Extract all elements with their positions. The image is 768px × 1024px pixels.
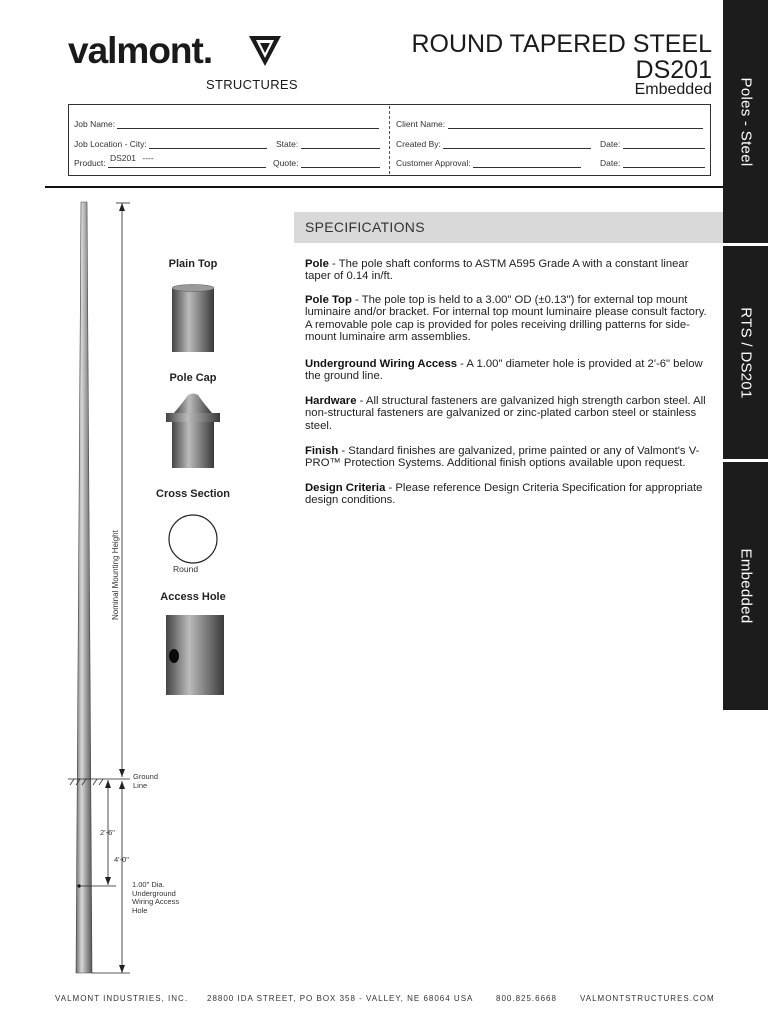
tab-label: Poles - Steel (737, 77, 754, 166)
client-name-row[interactable] (396, 119, 703, 129)
pole-cap-title: Pole Cap (169, 372, 217, 384)
job-name-field[interactable] (117, 119, 379, 129)
spec-text: - All structural fasteners are galvanized high strength carbon steel. All non-structural fasteners are galvanized or zinc-plated carbon steel or stainless steel. (305, 395, 706, 432)
spec-text: - A 1.00" diameter hole is provided at 2'-6" below the ground line. (305, 358, 703, 383)
tab-label: Embedded (737, 548, 754, 624)
spec-label: Hardware (305, 395, 357, 407)
plain-top-title: Plain Top (168, 258, 218, 270)
footer-address: 28800 IDA STREET, PO BOX 358 - VALLEY, NE 68064 USA (207, 994, 474, 1003)
access-hole-title: Access Hole (160, 591, 226, 603)
state-row[interactable] (276, 139, 380, 149)
valmont-logo: valmont. (68, 30, 213, 71)
access-hole-note (132, 881, 179, 915)
state-label: State: (276, 139, 299, 149)
spec-text: - Please reference Design Criteria Specification for appropriate design conditions. (305, 482, 703, 507)
round-cross-section-icon (166, 513, 220, 567)
spec-label: Pole (305, 258, 329, 270)
spec-hardware (305, 395, 713, 432)
job-name-label: Job Name: (74, 119, 116, 129)
job-location-field[interactable] (149, 139, 267, 149)
cross-section-title: Cross Section (156, 488, 230, 500)
spec-design-criteria (305, 482, 713, 507)
date1-label: Date: (600, 139, 621, 149)
spec-label: Design Criteria (305, 482, 386, 494)
client-name-field[interactable] (448, 119, 703, 129)
spec-label: Finish (305, 445, 339, 457)
created-by-label: Created By: (396, 139, 441, 149)
tab-embedded[interactable] (723, 462, 768, 710)
approval-row[interactable] (396, 158, 581, 168)
tab-label: RTS / DS201 (737, 306, 754, 399)
date2-row[interactable] (600, 158, 705, 168)
form-divider (389, 106, 390, 174)
date2-field[interactable] (623, 158, 705, 168)
nominal-height-label: Nominal Mounting Height (111, 530, 120, 620)
quote-label: Quote: (273, 158, 299, 168)
approval-field[interactable] (473, 158, 581, 168)
spec-underground-wiring (305, 358, 713, 383)
job-name-row[interactable] (74, 119, 379, 129)
job-location-row[interactable] (74, 139, 267, 149)
product-type: Embedded (634, 81, 712, 98)
ground-line-text: Line (133, 780, 148, 790)
header-rule (45, 186, 723, 188)
ground-line-text: Ground (133, 772, 159, 781)
product-value (110, 153, 154, 163)
product-dash: ---- (142, 153, 154, 163)
logo-subtitle: STRUCTURES (206, 77, 298, 92)
product-code: DS201 (635, 56, 712, 84)
product-title: ROUND TAPERED STEEL (411, 30, 712, 58)
quote-row[interactable] (273, 158, 380, 168)
spec-pole (305, 258, 713, 283)
spec-text: - The pole shaft conforms to ASTM A595 Grade A with a constant linear taper of 0.14 in/ft. (305, 258, 689, 283)
created-by-field[interactable] (443, 139, 591, 149)
approval-label: Customer Approval: (396, 158, 471, 168)
created-by-row[interactable] (396, 139, 591, 149)
product-label: Product: (74, 158, 106, 168)
date1-row[interactable] (600, 139, 705, 149)
job-location-label: Job Location - City: (74, 139, 147, 149)
tab-poles-steel[interactable] (723, 0, 768, 243)
state-field[interactable] (301, 139, 380, 149)
round-label: Round (173, 564, 199, 574)
access-hole-note-line: Wiring Access (132, 897, 180, 906)
quote-field[interactable] (301, 158, 380, 168)
spec-finish (305, 445, 713, 470)
spec-label: Pole Top (305, 294, 352, 306)
access-hole-note-line: Hole (132, 905, 148, 915)
date2-label: Date: (600, 158, 621, 168)
plain-top-image (170, 284, 216, 354)
client-name-label: Client Name: (396, 119, 446, 129)
footer-phone[interactable]: 800.825.6668 (496, 994, 557, 1003)
footer-website-link[interactable]: VALMONTSTRUCTURES.COM (580, 994, 715, 1003)
spec-label: Underground Wiring Access (305, 358, 458, 370)
spec-pole-top (305, 294, 713, 344)
date1-field[interactable] (623, 139, 705, 149)
product-value-text: DS201 (110, 153, 136, 163)
access-hole-note-line: Underground (132, 888, 176, 898)
specifications-title: SPECIFICATIONS (305, 219, 425, 235)
access-hole-note-line: 1.00" Dia. (132, 880, 165, 889)
specifications-header (294, 212, 723, 243)
footer-company: VALMONT INDUSTRIES, INC. (55, 994, 189, 1003)
spec-text: - The pole top is held to a 3.00" OD (±0.13") for external top mount luminaire and/or bracket. For internal top mount luminaire please consult factory. A removable pole cap is provided for poles receiving drilling patterns for side-mount luminaire arm assemblies. (305, 294, 707, 344)
dim-4-0-label: 4'-0" (114, 855, 129, 864)
pole-cap-image (164, 391, 222, 469)
ground-line-label (133, 773, 158, 790)
dim-2-6-label: 2'-6" (100, 828, 115, 837)
spec-text: - Standard finishes are galvanized, prime painted or any of Valmont's V-PRO™ Protection Systems. Additional finish options available upon request. (305, 445, 700, 470)
valmont-v-icon (247, 34, 283, 68)
tab-rts-ds201[interactable] (723, 246, 768, 459)
access-hole-image (164, 613, 226, 697)
product-row[interactable] (74, 158, 266, 168)
